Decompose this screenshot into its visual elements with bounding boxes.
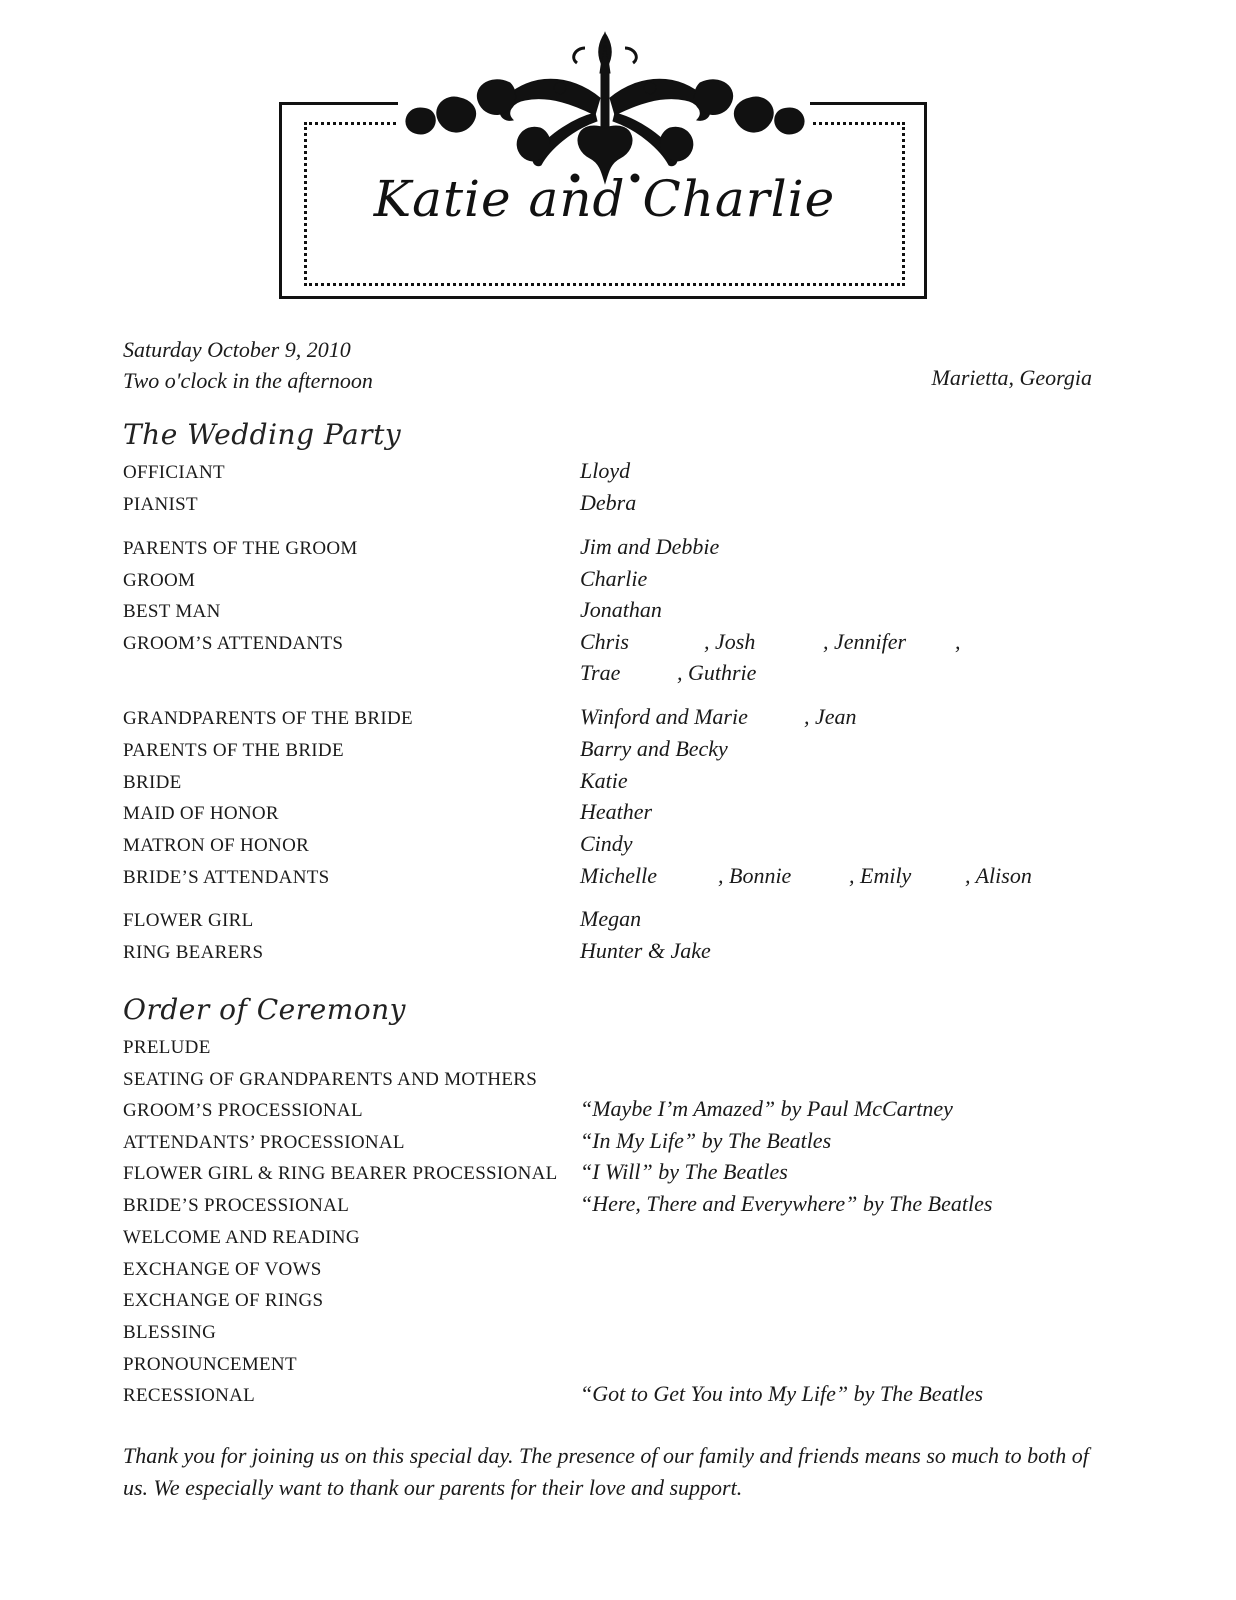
wedding-party-heading: The Wedding Party xyxy=(123,418,402,451)
brides-attendant-name: , Emily xyxy=(849,863,912,888)
role-best-man: BEST MAN xyxy=(123,601,221,622)
name-maid-of-honor: Heather xyxy=(580,799,653,824)
ceremony-heading: Order of Ceremony xyxy=(123,993,406,1026)
event-location: Marietta, Georgia xyxy=(931,365,1092,390)
role-officiant: OFFICIANT xyxy=(123,462,225,483)
grandparents-bride-name: , Jean xyxy=(804,704,857,729)
ceremony-item-grooms-processional: GROOM’S PROCESSIONAL xyxy=(123,1100,363,1121)
name-matron-of-honor: Cindy xyxy=(580,831,633,856)
name-officiant: Lloyd xyxy=(580,458,631,483)
ceremony-item-flower-girl-processional: FLOWER GIRL & RING BEARER PROCESSIONAL xyxy=(123,1163,558,1184)
ceremony-item-recessional: RECESSIONAL xyxy=(123,1385,256,1406)
ceremony-item-blessing: BLESSING xyxy=(123,1322,217,1343)
grooms-attendant-name: , Jennifer xyxy=(823,629,907,654)
grooms-attendant-name: Trae xyxy=(580,660,621,685)
name-flower-girl: Megan xyxy=(580,906,642,931)
name-ring-bearers: Hunter & Jake xyxy=(580,938,711,963)
ceremony-music-flower-girl-processional: “I Will” by The Beatles xyxy=(580,1159,788,1184)
ceremony-item-vows: EXCHANGE OF VOWS xyxy=(123,1259,322,1280)
ceremony-item-prelude: PRELUDE xyxy=(123,1037,211,1058)
name-parents-bride: Barry and Becky xyxy=(580,736,728,761)
ceremony-music-attendants-processional: “In My Life” by The Beatles xyxy=(580,1128,832,1153)
role-ring-bearers: RING BEARERS xyxy=(123,942,264,963)
brides-attendant-name: , Bonnie xyxy=(718,863,792,888)
role-pianist: PIANIST xyxy=(123,494,198,515)
role-bride: BRIDE xyxy=(123,772,182,793)
role-parents-groom: PARENTS OF THE GROOM xyxy=(123,538,358,559)
event-time: Two o'clock in the afternoon xyxy=(123,368,373,393)
name-groom: Charlie xyxy=(580,566,648,591)
name-parents-groom: Jim and Debbie xyxy=(580,534,720,559)
event-date: Saturday October 9, 2010 xyxy=(123,337,351,362)
role-brides-attendants: BRIDE’S ATTENDANTS xyxy=(123,867,330,888)
role-grooms-attendants: GROOM’S ATTENDANTS xyxy=(123,633,344,654)
event-info xyxy=(123,334,373,396)
role-matron-of-honor: MATRON OF HONOR xyxy=(123,835,310,856)
grooms-attendant-name: Chris xyxy=(580,629,629,654)
role-maid-of-honor: MAID OF HONOR xyxy=(123,803,279,824)
ceremony-music-grooms-processional: “Maybe I’m Amazed” by Paul McCartney xyxy=(580,1096,953,1121)
role-groom: GROOM xyxy=(123,570,196,591)
grooms-attendant-separator: , xyxy=(955,629,961,654)
ceremony-item-welcome: WELCOME AND READING xyxy=(123,1227,360,1248)
brides-attendant-name: , Alison xyxy=(965,863,1032,888)
ceremony-item-brides-processional: BRIDE’S PROCESSIONAL xyxy=(123,1195,350,1216)
role-parents-bride: PARENTS OF THE BRIDE xyxy=(123,740,344,761)
thank-you-message: Thank you for joining us on this special day. The presence of our family and friends means so much to both of us. We especially want to thank our parents for their love and support. xyxy=(123,1443,1089,1500)
name-best-man: Jonathan xyxy=(580,597,662,622)
ceremony-item-seating: SEATING OF GRANDPARENTS AND MOTHERS xyxy=(123,1069,538,1090)
grandparents-bride-name: Winford and Marie xyxy=(580,704,748,729)
ceremony-music-recessional: “Got to Get You into My Life” by The Beatles xyxy=(580,1381,984,1406)
ceremony-item-attendants-processional: ATTENDANTS’ PROCESSIONAL xyxy=(123,1132,405,1153)
ceremony-item-pronouncement: PRONOUNCEMENT xyxy=(123,1354,297,1375)
role-flower-girl: FLOWER GIRL xyxy=(123,910,254,931)
grooms-attendant-name: , Josh xyxy=(704,629,756,654)
ceremony-music-brides-processional: “Here, There and Everywhere” by The Beatles xyxy=(580,1191,993,1216)
name-pianist: Debra xyxy=(580,490,637,515)
role-grandparents-bride: GRANDPARENTS OF THE BRIDE xyxy=(123,708,413,729)
grooms-attendant-name: , Guthrie xyxy=(677,660,757,685)
couple-names-title: Katie and Charlie xyxy=(373,170,836,228)
brides-attendant-name: Michelle xyxy=(580,863,657,888)
name-bride: Katie xyxy=(580,768,628,793)
ceremony-item-rings: EXCHANGE OF RINGS xyxy=(123,1290,324,1311)
